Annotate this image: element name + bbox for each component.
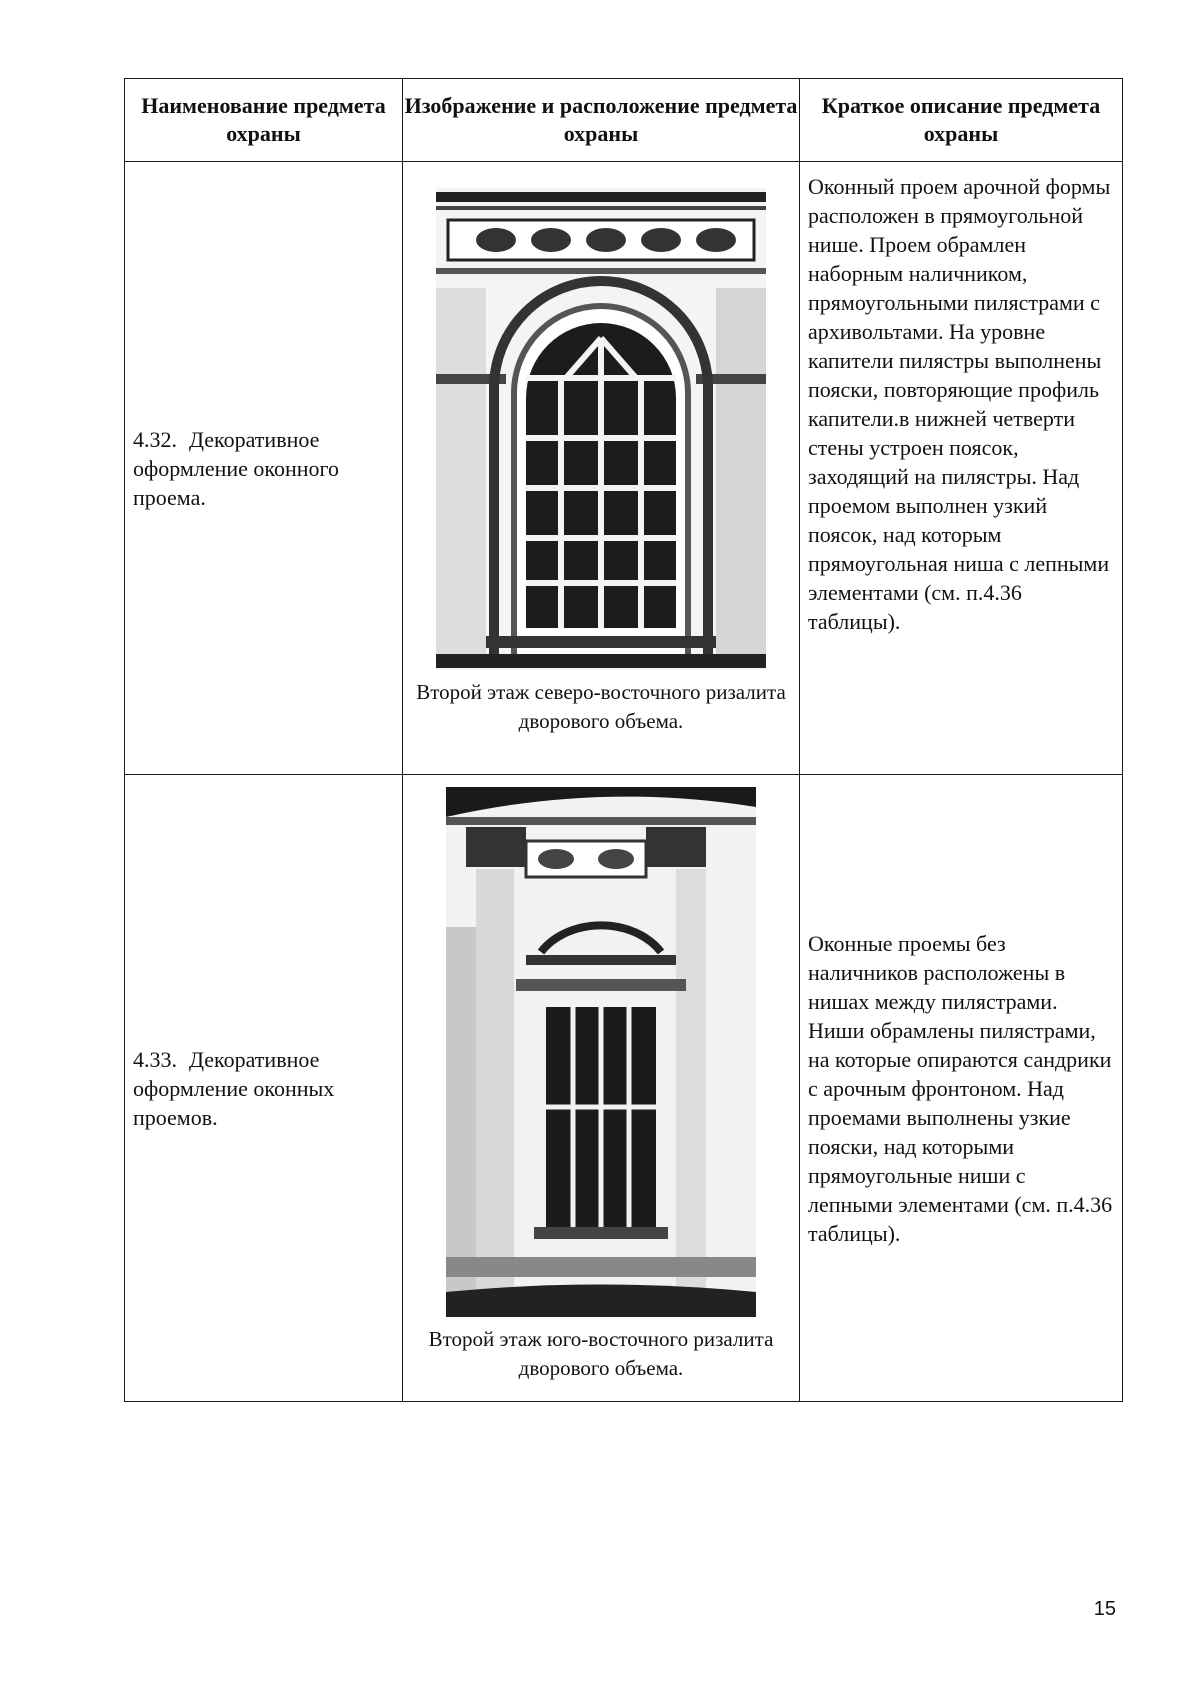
item-image-cell [403,775,800,1402]
item-name: Декоративное оформление оконных проемов. [133,1046,335,1130]
arched-window-photo [436,188,766,670]
header-image: Изображение и расположение предмета охраны [403,79,800,162]
image-caption: Второй этаж северо-восточного ризалита дворового объема. [416,680,786,733]
image-caption: Второй этаж юго-восточного ризалита дворового объема. [428,1327,774,1380]
header-description: Краткое описание предмета охраны [800,79,1123,162]
table-row [125,775,1123,1402]
item-name-cell [125,775,403,1402]
item-description: Оконные проемы без наличников расположены в нишах между пилястрами. Ниши обрамлены пилястрами, на которые опираются сандрики с арочным фронтоном. Над проемами выполнены узкие пояски, над которыми прямоугольные ниши с лепными элементами (см. п.4.36 таблицы). [808,930,1113,1246]
protection-items-table [124,78,1123,1402]
item-image-cell [403,162,800,775]
item-name: Декоративное оформление оконного проема. [133,426,339,510]
table-header-row [125,79,1123,162]
item-description-cell [800,162,1123,775]
header-name: Наименование предмета охраны [125,79,403,162]
page-number: 15 [1093,1598,1116,1620]
rectangular-window-photo [446,787,756,1317]
item-description-cell [800,775,1123,1402]
table-row [125,162,1123,775]
item-number: 4.32. [133,426,177,452]
item-name-cell [125,162,403,775]
item-description: Оконный проем арочной формы расположен в прямоугольной нише. Проем обрамлен наборным наличником, прямоугольными пилястрами с архивольтами. На уровне капители пилястры выполнены пояски, повторяющие профиль капители.в нижней четверти стены устроен поясок, заходящий на пилястры. Над проемом выполнен узкий поясок, над которым прямоугольная ниша с лепными элементами (см. п.4.36 таблицы). [808,174,1111,634]
item-number: 4.33. [133,1046,177,1072]
